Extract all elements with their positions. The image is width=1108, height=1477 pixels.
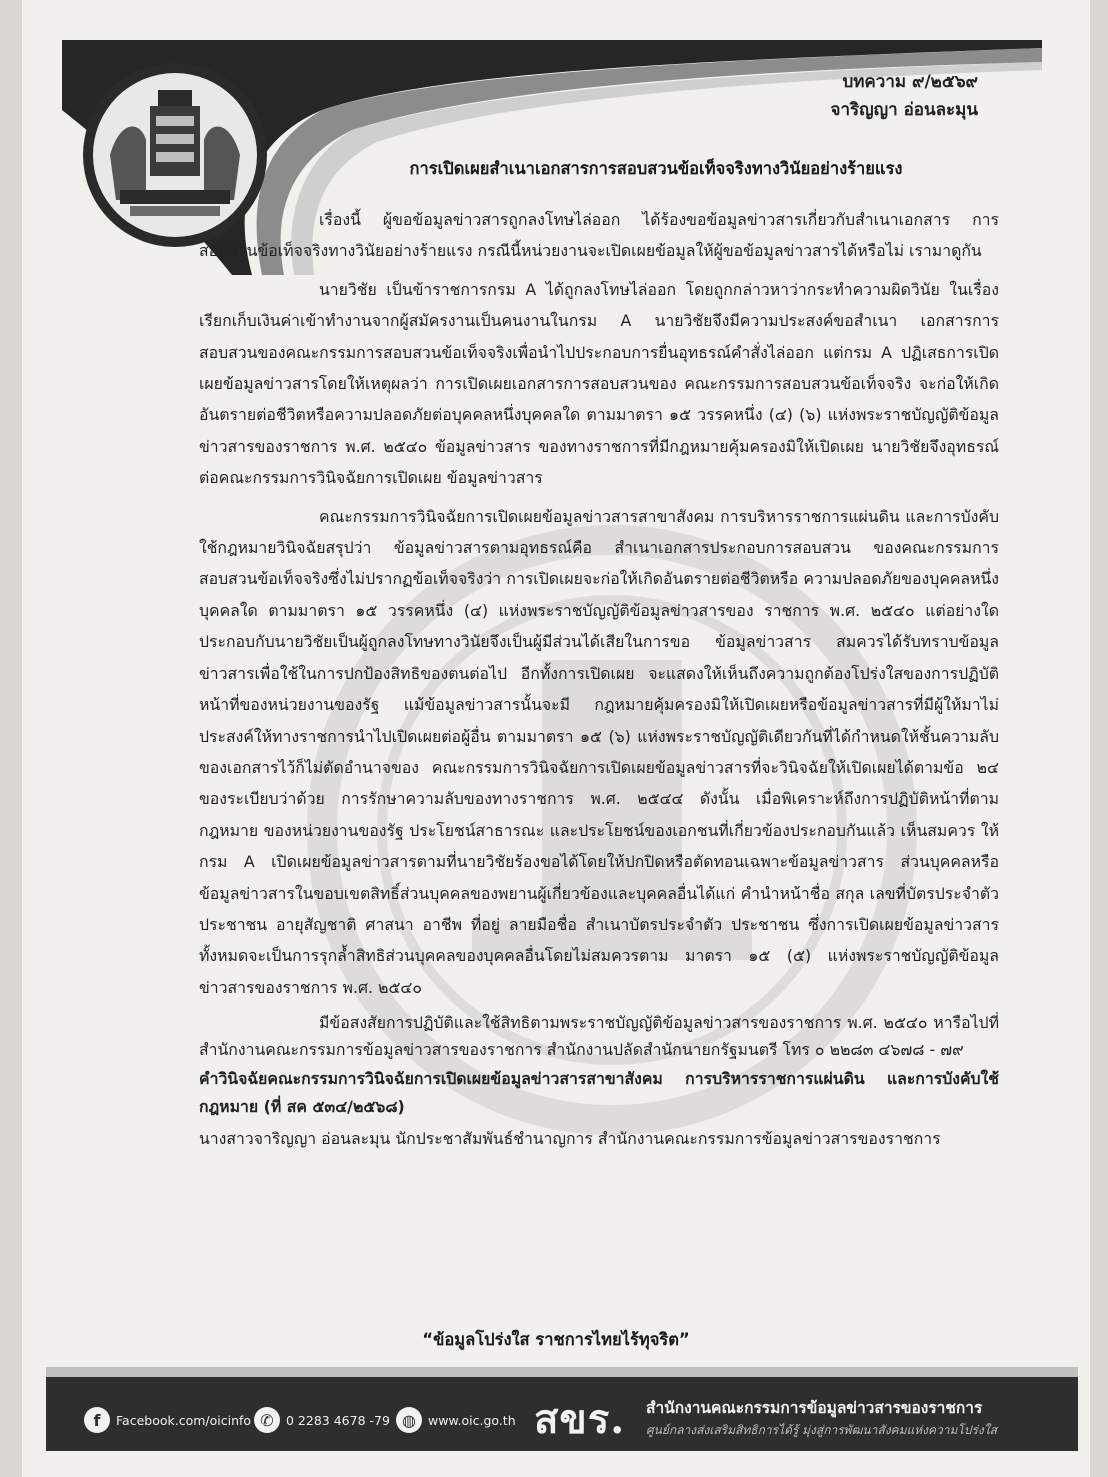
footer-phone[interactable] (254, 1407, 390, 1433)
ruling-reference: คำวินิจฉัยคณะกรรมการวินิจฉัยการเปิดเผยข้อมูลข่าวสารสาขาสังคม การบริหารราชการแผ่นดิน และการบังคับใช้กฎหมาย (ที่ สค ๕๓๔/๒๕๖๘) (199, 1069, 999, 1117)
globe-icon: ◍ (396, 1407, 422, 1433)
article-author: จาริญญา อ่อนละมุน (830, 100, 978, 120)
paragraph-intro: เรื่องนี้ ผู้ขอข้อมูลข่าวสารถูกลงโทษไล่ออก ได้ร้องขอข้อมูลข่าวสารเกี่ยวกับสำเนาเอกสาร การสอบสวนข้อเท็จจริงทางวินัยอย่างร้ายแรง กรณีนี้หน่วยงานจะเปิดเผยข้อมูลให้ผู้ขอข้อมูลข่าวสารได้หรือไม่ เรามาดูกัน (199, 210, 999, 261)
agency-name: สำนักงานคณะกรรมการข้อมูลข่าวสารของราชการ (646, 1399, 983, 1417)
agency-tagline: ศูนย์กลางส่งเสริมสิทธิการได้รู้ มุ่งสู่การพัฒนาสังคมแห่งความโปร่งใส (646, 1423, 997, 1437)
footer-website[interactable] (396, 1407, 516, 1433)
author-line: นางสาวจาริญญา อ่อนละมุน นักประชาสัมพันธ์ชำนาญการ สำนักงานคณะกรรมการข้อมูลข่าวสารของราชการ (199, 1129, 941, 1149)
article-number: บทความ ๙/๒๕๖๙ (842, 72, 978, 92)
page-title: การเปิดเผยสำเนาเอกสารการสอบสวนข้อเท็จจริงทางวินัยอย่างร้ายแรง (409, 159, 903, 178)
paragraph-decision: คณะกรรมการวินิจฉัยการเปิดเผยข้อมูลข่าวสารสาขาสังคม การบริหารราชการแผ่นดิน และการบังคับใช้กฎหมายวินิจฉัยสรุปว่า ข้อมูลข่าวสารตามอุทธรณ์คือ สำเนาเอกสารประกอบการสอบสวน ของคณะกรรมการสอบสวนข้อเท็จจริงซึ่งไม่ปรากฏข้อเท็จจริงว่า การเปิดเผยจะก่อให้เกิดอันตรายต่อชีวิตหรือ ความปลอดภัยของบุคคลหนึ่ง บุคคลใด ตามมาตรา ๑๕ วรรคหนึ่ง (๔) แห่งพระราชบัญญัติข้อมูลข่าวสารของ ราชการ พ.ศ. ๒๕๔๐ แต่อย่างใด ประกอบกับนายวิชัยเป็นผู้ถูกลงโทษทางวินัยจึงเป็นผู้มีส่วนได้เสียในการขอ ข้อมูลข่าวสาร สมควรได้รับทราบข้อมูลข่าวสารเพื่อใช้ในการปกป้องสิทธิของตนต่อไป อีกทั้งการเปิดเผย จะแสดงให้เห็นถึงความถูกต้องโปร่งใสของการปฏิบัติหน้าที่ของหน่วยงานของรัฐ แม้ข้อมูลข่าวสารนั้นจะมี กฎหมายคุ้มครองมิให้เปิดเผยหรือข้อมูลข่าวสารที่มีผู้ให้มาไม่ประสงค์ให้ทางราชการนำไปเปิดเผยต่อผู้อื่น ตามมาตรา ๑๕ (๖) แห่งพระราชบัญญัติเดียวกันที่ได้กำหนดให้ชั้นความลับของเอกสารไว้ก็ไม่ตัดอำนาจของ คณะกรรมการวินิจฉัยการเปิดเผยข้อมูลข่าวสารที่จะวินิจฉัยให้เปิดเผยได้ตามข้อ ๒๔ ของระเบียบว่าด้วย การรักษาความลับของทางราชการ พ.ศ. ๒๕๔๔ ดังนั้น เมื่อพิเคราะห์ถึงการปฏิบัติหน้าที่ตามกฎหมาย ของหน่วยงานของรัฐ ประโยชน์สาธารณะ และประโยชน์ของเอกชนที่เกี่ยวข้องประกอบกันแล้ว เห็นสมควร ให้กรม A เปิดเผยข้อมูลข่าวสารตามที่นายวิชัยร้องขอได้โดยให้ปกปิดหรือตัดทอนเฉพาะข้อมูลข่าวสาร ส่วนบุคคลหรือข้อมูลข่าวสารในขอบเขตสิทธิ์ส่วนบุคคลของพยานผู้เกี่ยวข้องและบุคคลอื่นได้แก่ คำนำหน้าชื่อ สกุล เลขที่บัตรประจำตัวประชาชน อายุสัญชาติ ศาสนา อาชีพ ที่อยู่ ลายมือชื่อ สำเนาบัตรประจำตัว ประชาชน ซึ่งการเปิดเผยข้อมูลข่าวสารทั้งหมดจะเป็นการรุกล้ำสิทธิส่วนบุคคลของบุคคลอื่นโดยไม่สมควรตาม มาตรา ๑๕ (๕) แห่งพระราชบัญญัติข้อมูลข่าวสารของราชการ พ.ศ. ๒๕๔๐ (199, 506, 999, 997)
facebook-icon: f (84, 1407, 110, 1433)
article-body (199, 204, 999, 1155)
article-reference (831, 68, 979, 124)
website-text: www.oic.go.th (428, 1412, 516, 1428)
document-page (22, 0, 1090, 1477)
oic-logo-text: สขร. (534, 1396, 626, 1443)
facebook-text: Facebook.com/oicinfo (116, 1412, 252, 1428)
slogan: “ข้อมูลโปร่งใส ราชการไทยไร้ทุจริต” (422, 1330, 690, 1349)
footer-bar (46, 1367, 1078, 1451)
phone-icon: ✆ (254, 1407, 280, 1433)
footer-facebook[interactable] (84, 1407, 251, 1433)
phone-text: 0 2283 4678 -79 (286, 1412, 390, 1428)
paragraph-contact: มีข้อสงสัยการปฏิบัติและใช้สิทธิตามพระราชบัญญัติข้อมูลข่าวสารของราชการ พ.ศ. ๒๕๔๐ หารือไปที่สำนักงานคณะกรรมการข้อมูลข่าวสารของราชการ สำนักงานปลัดสำนักนายกรัฐมนตรี โทร ๐ ๒๒๘๓ ๔๖๗๘ - ๗๙ (199, 1013, 999, 1060)
paragraph-facts: นายวิชัย เป็นข้าราชการกรม A ได้ถูกลงโทษไล่ออก โดยถูกกล่าวหาว่ากระทำความผิดวินัย ในเรื่องเรียกเก็บเงินค่าเข้าทำงานจากผู้สมัครงานเป็นคนงานในกรม A นายวิชัยจึงมีความประสงค์ขอสำเนา เอกสารการสอบสวนของคณะกรรมการสอบสวนข้อเท็จจริงเพื่อนำไปประกอบการยื่นอุทธรณ์คำสั่งไล่ออก แต่กรม A ปฏิเสธการเปิดเผยข้อมูลข่าวสารโดยให้เหตุผลว่า การเปิดเผยเอกสารการสอบสวนของ คณะกรรมการสอบสวนข้อเท็จจริง จะก่อให้เกิดอันตรายต่อชีวิตหรือความปลอดภัยต่อบุคคลหนึ่งบุคคลใด ตามมาตรา ๑๕ วรรคหนึ่ง (๔) (๖) แห่งพระราชบัญญัติข้อมูลข่าวสารของราชการ พ.ศ. ๒๕๔๐ ข้อมูลข่าวสาร ของทางราชการที่มีกฎหมายคุ้มครองมิให้เปิดเผย นายวิชัยจึงอุทธรณ์ต่อคณะกรรมการวินิจฉัยการเปิดเผย ข้อมูลข่าวสาร (199, 279, 999, 488)
